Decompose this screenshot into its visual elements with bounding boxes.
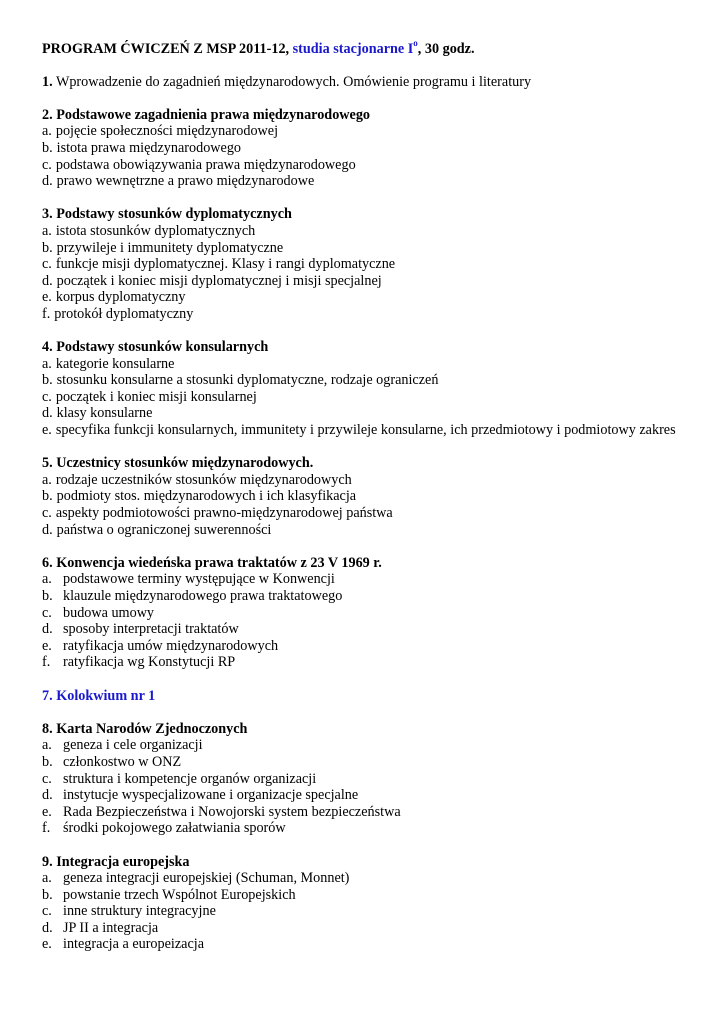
list-item <box>42 621 694 638</box>
list-item <box>42 223 694 240</box>
item-text: JP II a integracja <box>63 919 159 936</box>
item-text: Rada Bezpieczeństwa i Nowojorski system bezpieczeństwa <box>63 803 401 820</box>
item-text: klasy konsularne <box>56 405 153 422</box>
title-superscript: o <box>413 38 418 49</box>
item-letter: d. <box>42 272 53 289</box>
section-heading-text: Kolokwium nr 1 <box>56 687 156 704</box>
section-2-heading <box>42 107 694 124</box>
section-number: 5. <box>42 455 53 472</box>
list-item <box>42 505 694 522</box>
item-letter: b. <box>42 488 53 505</box>
section-5-heading <box>42 455 694 472</box>
section-8-heading <box>42 721 694 738</box>
item-text: budowa umowy <box>63 604 155 621</box>
item-text: geneza integracji europejskiej (Schuman, Monnet) <box>63 870 350 887</box>
item-text: geneza i cele organizacji <box>63 737 203 754</box>
item-text: funkcje misji dyplomatycznej. Klasy i rangi dyplomatyczne <box>55 256 396 273</box>
item-letter: a. <box>42 355 52 372</box>
item-letter: a. <box>42 123 52 140</box>
title-study-mode <box>292 38 418 57</box>
section-number: 1. <box>42 73 53 90</box>
list-item <box>42 306 694 323</box>
list-item <box>42 870 694 887</box>
item-text: początek i koniec misji konsularnej <box>55 388 257 405</box>
item-text: pojęcie społeczności międzynarodowej <box>55 123 279 140</box>
list-item <box>42 936 694 953</box>
list-item <box>42 289 694 306</box>
item-text: podstawowe terminy występujące w Konwencji <box>63 571 335 588</box>
item-letter: c. <box>42 156 52 173</box>
list-item <box>42 605 694 622</box>
item-text: kategorie konsularne <box>55 355 175 372</box>
document-title <box>42 38 694 58</box>
item-letter: c. <box>42 903 52 920</box>
list-item <box>42 804 694 821</box>
section-heading-text: Integracja europejska <box>56 853 190 870</box>
item-text: klauzule międzynarodowego prawa traktatowego <box>63 588 343 604</box>
section-1 <box>42 74 694 91</box>
section-number: 4. <box>42 339 53 356</box>
item-text: istota prawa międzynarodowego <box>56 139 242 156</box>
section-number: 8. <box>42 720 53 737</box>
section-3-heading <box>42 206 694 223</box>
item-letter: d. <box>42 621 53 638</box>
section-4 <box>42 339 694 439</box>
list-item <box>42 522 694 539</box>
item-letter: c. <box>42 505 52 522</box>
section-2 <box>42 107 694 190</box>
item-text: podmioty stos. międzynarodowych i ich klasyfikacja <box>56 488 357 505</box>
item-text: inne struktury integracyjne <box>63 903 216 920</box>
list-item <box>42 372 694 389</box>
item-text: prawo wewnętrzne a prawo międzynarodowe <box>56 173 315 190</box>
item-letter: b. <box>42 886 53 903</box>
item-text: podstawa obowiązywania prawa międzynarodowego <box>55 156 356 173</box>
section-number: 6. <box>42 554 53 571</box>
section-heading-text: Konwencja wiedeńska prawa traktatów z 23 V 1969 r. <box>56 554 382 571</box>
section-heading-text: Uczestnicy stosunków międzynarodowych. <box>56 455 314 472</box>
list-item <box>42 389 694 406</box>
list-item <box>42 157 694 174</box>
item-letter: d. <box>42 405 53 422</box>
item-letter: b. <box>42 753 53 770</box>
list-item <box>42 472 694 489</box>
item-letter: f. <box>42 820 51 837</box>
list-item <box>42 787 694 804</box>
title-study-mode-text: studia stacjonarne I <box>292 41 414 57</box>
item-text: ratyfikacja umów międzynarodowych <box>63 637 279 654</box>
section-number: 9. <box>42 853 53 870</box>
section-6-heading <box>42 555 694 572</box>
item-text: przywileje i immunitety dyplomatyczne <box>56 239 284 256</box>
section-7-heading <box>42 688 694 705</box>
item-letter: b. <box>42 588 53 604</box>
item-letter: e. <box>42 803 52 820</box>
section-number: 2. <box>42 106 53 123</box>
section-1-heading <box>42 74 694 91</box>
section-1-heading-text: Wprowadzenie do zagadnień międzynarodowych. Omówienie programu i literatury <box>55 73 532 90</box>
item-text: sposoby interpretacji traktatów <box>63 621 239 638</box>
list-item <box>42 488 694 505</box>
item-text: aspekty podmiotowości prawno-międzynarodowej państwa <box>55 505 393 522</box>
item-text: państwa o ograniczonej suwerenności <box>56 521 272 538</box>
list-item <box>42 273 694 290</box>
list-item <box>42 256 694 273</box>
item-text: instytucje wyspecjalizowane i organizacje specjalne <box>63 787 359 804</box>
list-item <box>42 754 694 771</box>
section-5 <box>42 455 694 538</box>
list-item <box>42 173 694 190</box>
item-letter: a. <box>42 471 52 488</box>
item-letter: a. <box>42 737 52 754</box>
item-text: powstanie trzech Wspólnot Europejskich <box>63 886 296 903</box>
section-9 <box>42 854 694 954</box>
list-item <box>42 920 694 937</box>
item-letter: c. <box>42 388 52 405</box>
list-item <box>42 771 694 788</box>
item-text: istota stosunków dyplomatycznych <box>55 222 256 239</box>
section-4-heading <box>42 339 694 356</box>
list-item <box>42 588 694 605</box>
list-item <box>42 422 694 439</box>
item-letter: d. <box>42 521 53 538</box>
item-letter: d. <box>42 787 53 804</box>
item-text: struktura i kompetencje organów organizacji <box>63 770 317 787</box>
list-item <box>42 737 694 754</box>
item-letter: e. <box>42 422 52 439</box>
item-text: protokół dyplomatyczny <box>54 305 194 322</box>
list-item <box>42 240 694 257</box>
item-text: rodzaje uczestników stosunków międzynarodowych <box>55 471 352 488</box>
section-8 <box>42 721 694 837</box>
item-text: specyfika funkcji konsularnych, immunitety i przywileje konsularne, ich przedmiotowy i podmiotowy zakres <box>55 422 676 439</box>
item-letter: e. <box>42 637 52 654</box>
list-item <box>42 638 694 655</box>
list-item <box>42 356 694 373</box>
item-letter: b. <box>42 139 53 156</box>
section-9-heading <box>42 854 694 871</box>
list-item <box>42 654 694 671</box>
list-item <box>42 123 694 140</box>
item-text: środki pokojowego załatwiania sporów <box>63 820 286 837</box>
section-heading-text: Podstawy stosunków konsularnych <box>56 339 269 356</box>
section-number: 3 <box>42 206 50 223</box>
item-text: ratyfikacja wg Konstytucji RP <box>63 654 236 671</box>
section-number: 7. <box>42 687 53 704</box>
item-letter: b. <box>42 372 53 389</box>
list-item <box>42 140 694 157</box>
item-text: korpus dyplomatyczny <box>55 289 186 306</box>
item-letter: d. <box>42 173 53 190</box>
section-7 <box>42 688 694 705</box>
item-letter: a. <box>42 571 52 588</box>
item-text: stosunku konsularne a stosunki dyplomatyczne, rodzaje ograniczeń <box>56 372 439 389</box>
item-letter: f. <box>42 305 51 322</box>
item-text: integracja a europeizacja <box>63 936 204 953</box>
item-letter: f. <box>42 654 51 671</box>
item-letter: a. <box>42 222 52 239</box>
item-text: początek i koniec misji dyplomatycznej i misji specjalnej <box>56 272 382 289</box>
list-item <box>42 887 694 904</box>
section-heading-text: Karta Narodów Zjednoczonych <box>56 720 248 737</box>
title-hours: , 30 godz. <box>417 41 475 57</box>
list-item <box>42 405 694 422</box>
item-letter: d. <box>42 919 53 936</box>
list-item <box>42 571 694 588</box>
section-heading-text: . Podstawy stosunków dyplomatycznych <box>49 206 292 223</box>
item-letter: e. <box>42 936 52 953</box>
item-letter: c. <box>42 770 52 787</box>
item-letter: c. <box>42 604 52 621</box>
section-6 <box>42 555 694 671</box>
section-3 <box>42 206 694 322</box>
item-letter: b. <box>42 239 53 256</box>
list-item <box>42 903 694 920</box>
title-main: PROGRAM ĆWICZEŃ Z MSP 2011-12, <box>42 41 293 57</box>
item-letter: a. <box>42 870 52 887</box>
section-heading-text: Podstawowe zagadnienia prawa międzynarodowego <box>56 106 371 123</box>
item-letter: c. <box>42 256 52 273</box>
list-item <box>42 820 694 837</box>
item-letter: e. <box>42 289 52 306</box>
item-text: członkostwo w ONZ <box>63 753 182 770</box>
